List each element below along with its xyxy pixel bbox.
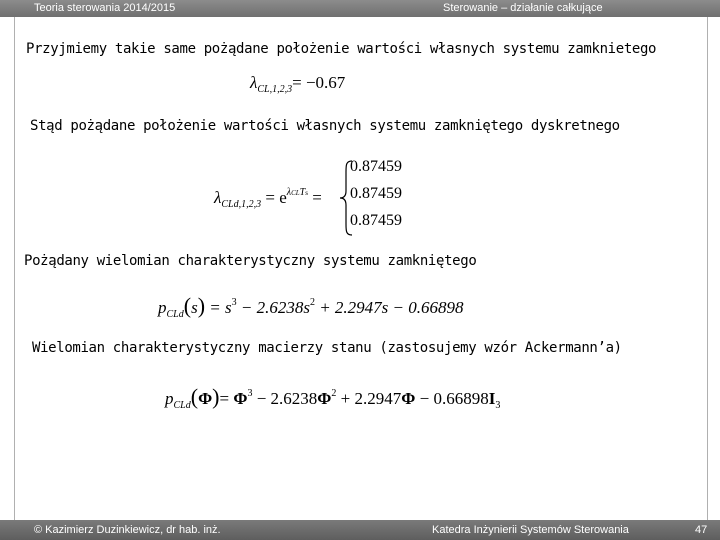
statement-1: Przyjmiemy takie same pożądane położenie wartości własnych systemu zamknietego — [26, 41, 657, 57]
eigenvalue-1: 0.87459 — [350, 158, 402, 175]
equation-eigenvalue-discrete: $\lambda_{CLd,1,2,3} = e^{\lambda CLTs}$ = — [214, 187, 322, 210]
header-bar — [0, 0, 720, 17]
eigenvalue-3: 0.87459 — [350, 212, 402, 229]
equation-char-poly-s: $p_{CLd}(s) = s^3 - 2.6238s^2 + 2.2947s - 0.66898$ — [158, 293, 464, 320]
statement-4: Wielomian charakterystyczny macierzy stanu (zastosujemy wzór Ackermann’a) — [32, 340, 622, 356]
eigenvalue-2: 0.87459 — [350, 185, 402, 202]
department: Katedra Inżynierii Systemów Sterowania — [432, 524, 629, 536]
page-number: 47 — [695, 524, 708, 536]
author: © Kazimierz Duzinkiewicz, dr hab. inż. — [34, 524, 221, 536]
statement-3: Pożądany wielomian charakterystyczny systemu zamkniętego — [24, 253, 477, 269]
footer-bar — [0, 520, 720, 540]
equation-eigenvalue-continuous: $\lambda_{CL,1,2,3}= -0.67$ — [250, 73, 346, 95]
equation-char-poly-matrix: $p_{CLd}(\Phi)= \Phi^3 - 2.6238\Phi^2 + 2.2947\Phi - 0.66898I_3$ — [165, 384, 501, 411]
course-title: Teoria sterowania 2014/2015 — [34, 2, 176, 14]
section-title: Sterowanie – działanie całkujące — [443, 2, 603, 14]
statement-2: Stąd pożądane położenie wartości własnych systemu zamkniętego dyskretnego — [30, 118, 620, 134]
